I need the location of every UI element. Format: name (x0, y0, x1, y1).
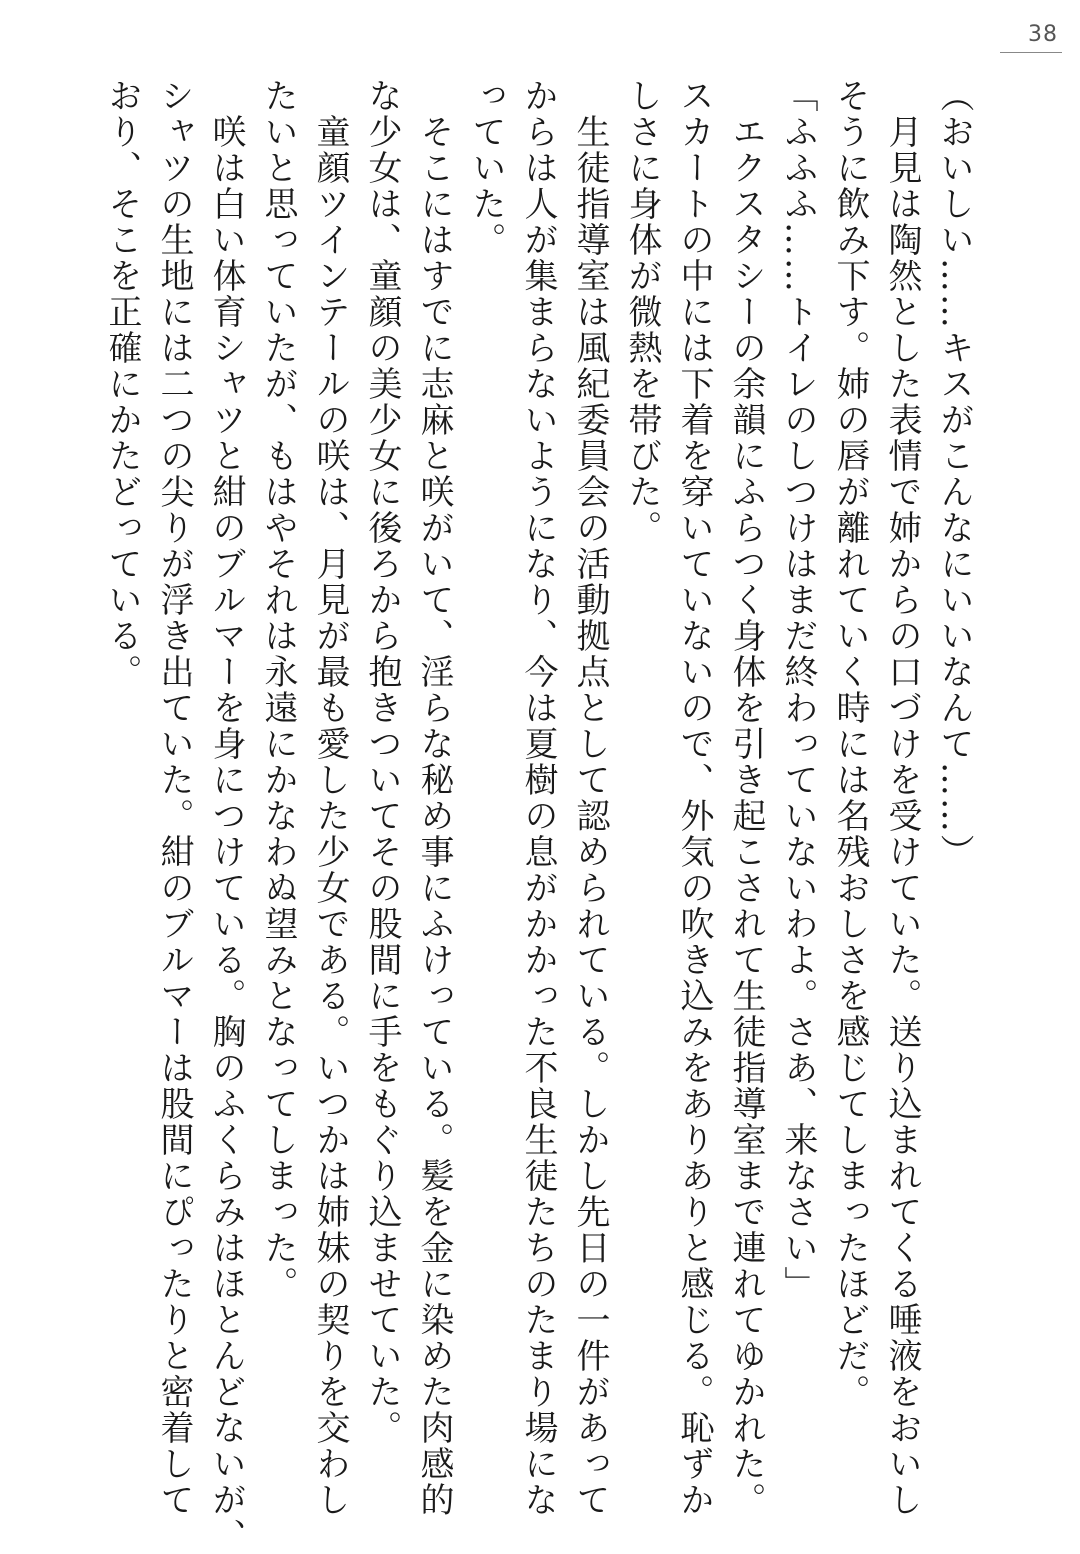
text-line: シャツの生地には二つの尖りが浮き出ていた。紺のブルマーは股間にぴったりと密着して (154, 78, 194, 1518)
text-line: エクスタシーの余韻にふらつく身体を引き起こされて生徒指導室まで連れてゆかれた。 (726, 78, 766, 1518)
text-line: しさに身体が微熱を帯びた。 (622, 78, 662, 546)
text-line: 咲は白い体育シャツと紺のブルマーを身につけている。胸のふくらみはほとんどないが、 (206, 78, 246, 1554)
text-line: 童顔ツインテールの咲は、月見が最も愛した少女である。いつかは姉妹の契りを交わし (310, 78, 350, 1518)
text-line: な少女は、童顔の美少女に後ろから抱きついてその股間に手をもぐり込ませていた。 (362, 78, 402, 1446)
page-number-rule (1000, 52, 1062, 53)
text-line: そうに飲み下す。姉の唇が離れていく時には名残おしさを感じてしまったほどだ。 (830, 78, 870, 1410)
text-line: 生徒指導室は風紀委員会の活動拠点として認められている。しかし先日の一件があって (570, 78, 610, 1518)
text-line: からは人が集まらないようになり、今は夏樹の息がかかった不良生徒たちのたまり場にな (518, 78, 558, 1518)
body-text (100, 78, 980, 1554)
text-line: おり、そこを正確にかたどっている。 (102, 78, 142, 690)
text-line: そこにはすでに志麻と咲がいて、淫らな秘め事にふけっている。髪を金に染めた肉感的 (414, 78, 454, 1518)
text-line: たいと思っていたが、もはやそれは永遠にかなわぬ望みとなってしまった。 (258, 78, 298, 1302)
text-line: スカートの中には下着を穿いていないので、外気の吹き込みをありありと感じる。恥ずか (674, 78, 714, 1518)
text-line: （おいしい……キスがこんなにいいなんて……） (934, 78, 974, 870)
text-line: っていた。 (466, 78, 506, 258)
page-number: 38 (1028, 22, 1058, 47)
text-line: 「ふふふ……トイレのしつけはまだ終わっていないわよ。さあ、来なさい」 (778, 78, 818, 1302)
text-line: 月見は陶然とした表情で姉からの口づけを受けていた。送り込まれてくる唾液をおいし (882, 78, 922, 1518)
